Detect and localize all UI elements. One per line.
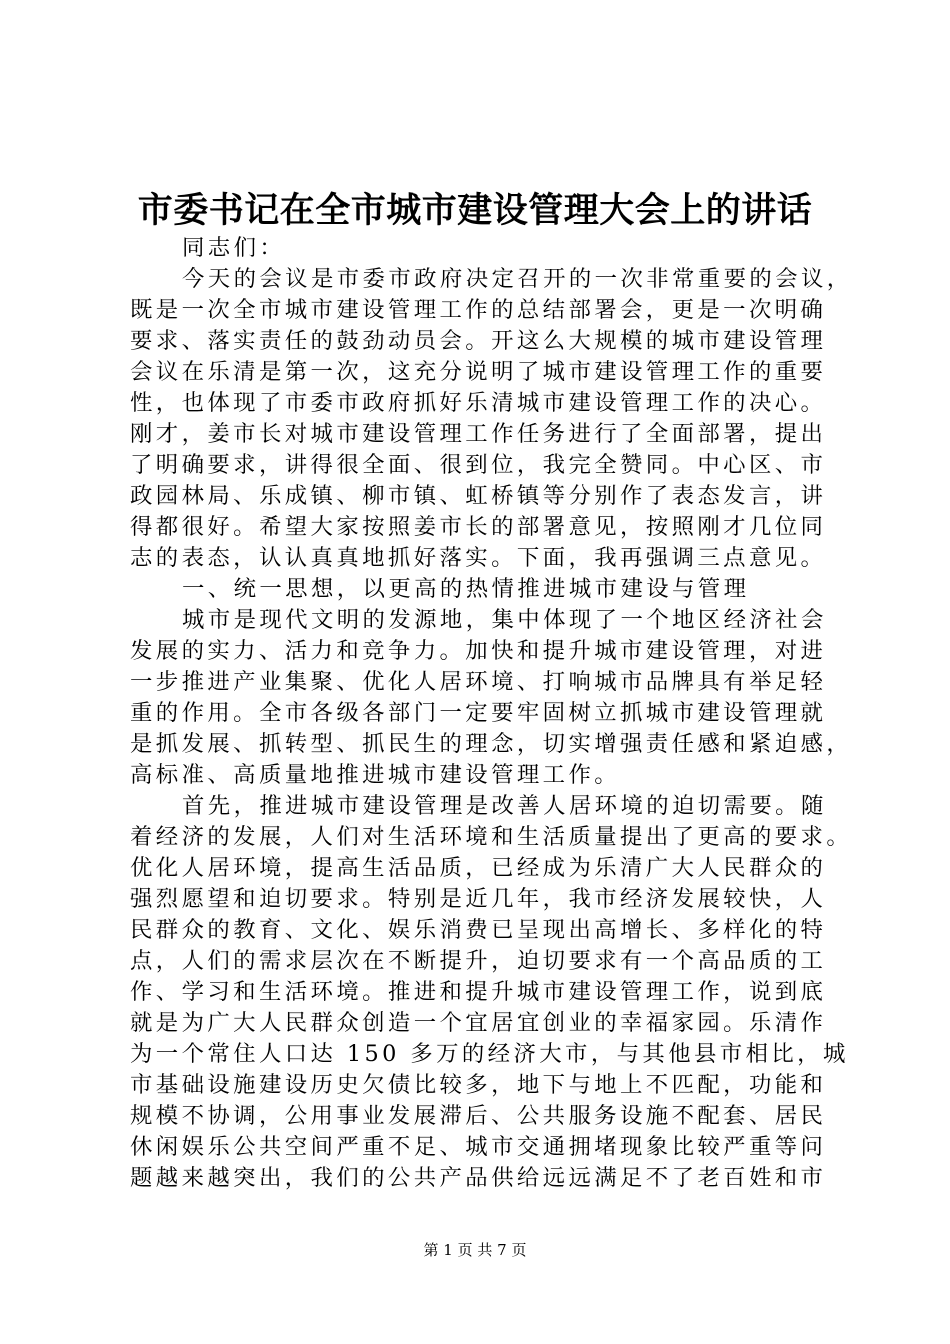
body-line: 首先，推进城市建设管理是改善人居环境的迫切需要。随 <box>182 793 827 819</box>
body-line: 作、学习和生活环境。推进和提升城市建设管理工作，说到底 <box>130 979 827 1005</box>
body-line: 强烈愿望和迫切要求。特别是近几年，我市经济发展较快，人 <box>130 886 827 912</box>
body-line: 志的表态，认认真真地抓好落实。下面，我再强调三点意见。 <box>130 545 827 571</box>
body-line: 休闲娱乐公共空间严重不足、城市交通拥堵现象比较严重等问 <box>130 1134 827 1160</box>
body-line: 规模不协调，公用事业发展滞后、公共服务设施不配套、居民 <box>130 1103 827 1129</box>
document-body <box>130 233 853 1194</box>
body-line: 民群众的教育、文化、娱乐消费已呈现出高增长、多样化的特 <box>130 917 827 943</box>
body-line: 了明确要求，讲得很全面、很到位，我完全赞同。中心区、市 <box>130 452 827 478</box>
document-title: 市委书记在全市城市建设管理大会上的讲话 <box>137 190 813 231</box>
body-line: 高标准、高质量地推进城市建设管理工作。 <box>130 762 621 788</box>
body-line: 优化人居环境，提高生活品质，已经成为乐清广大人民群众的 <box>130 855 827 881</box>
body-line: 题越来越突出，我们的公共产品供给远远满足不了老百姓和市 <box>130 1165 827 1191</box>
body-line: 城市是现代文明的发源地，集中体现了一个地区经济社会 <box>182 607 827 633</box>
body-line: 发展的实力、活力和竞争力。加快和提升城市建设管理，对进 <box>130 638 827 664</box>
body-line: 就是为广大人民群众创造一个宜居宜创业的幸福家园。乐清作 <box>130 1010 827 1036</box>
body-line: 同志们： <box>182 235 286 261</box>
body-line: 会议在乐清是第一次，这充分说明了城市建设管理工作的重要 <box>130 359 827 385</box>
body-line: 着经济的发展，人们对生活环境和生活质量提出了更高的要求。 <box>130 824 853 850</box>
body-line: 得都很好。希望大家按照姜市长的部署意见，按照刚才几位同 <box>130 514 827 540</box>
page-footer: 第 1 页 共 7 页 <box>423 1241 527 1259</box>
body-line: 一步推进产业集聚、优化人居环境、打响城市品牌具有举足轻 <box>130 669 827 695</box>
body-line: 既是一次全市城市建设管理工作的总结部署会，更是一次明确 <box>130 297 827 323</box>
body-line: 今天的会议是市委市政府决定召开的一次非常重要的会议， <box>182 266 853 292</box>
body-line: 政园林局、乐成镇、柳市镇、虹桥镇等分别作了表态发言，讲 <box>130 483 827 509</box>
body-line: 性，也体现了市委市政府抓好乐清城市建设管理工作的决心。 <box>130 390 827 416</box>
body-line: 为一个常住人口达 150 多万的经济大市，与其他县市相比，城 <box>130 1041 849 1067</box>
body-line: 刚才，姜市长对城市建设管理工作任务进行了全面部署，提出 <box>130 421 827 447</box>
body-line: 点，人们的需求层次在不断提升，迫切要求有一个高品质的工 <box>130 948 827 974</box>
body-line: 要求、落实责任的鼓劲动员会。开这么大规模的城市建设管理 <box>130 328 827 354</box>
body-line: 是抓发展、抓转型、抓民生的理念，切实增强责任感和紧迫感， <box>130 731 853 757</box>
body-line: 市基础设施建设历史欠债比较多，地下与地上不匹配，功能和 <box>130 1072 827 1098</box>
body-line: 一、统一思想，以更高的热情推进城市建设与管理 <box>182 576 750 602</box>
body-line: 重的作用。全市各级各部门一定要牢固树立抓城市建设管理就 <box>130 700 827 726</box>
